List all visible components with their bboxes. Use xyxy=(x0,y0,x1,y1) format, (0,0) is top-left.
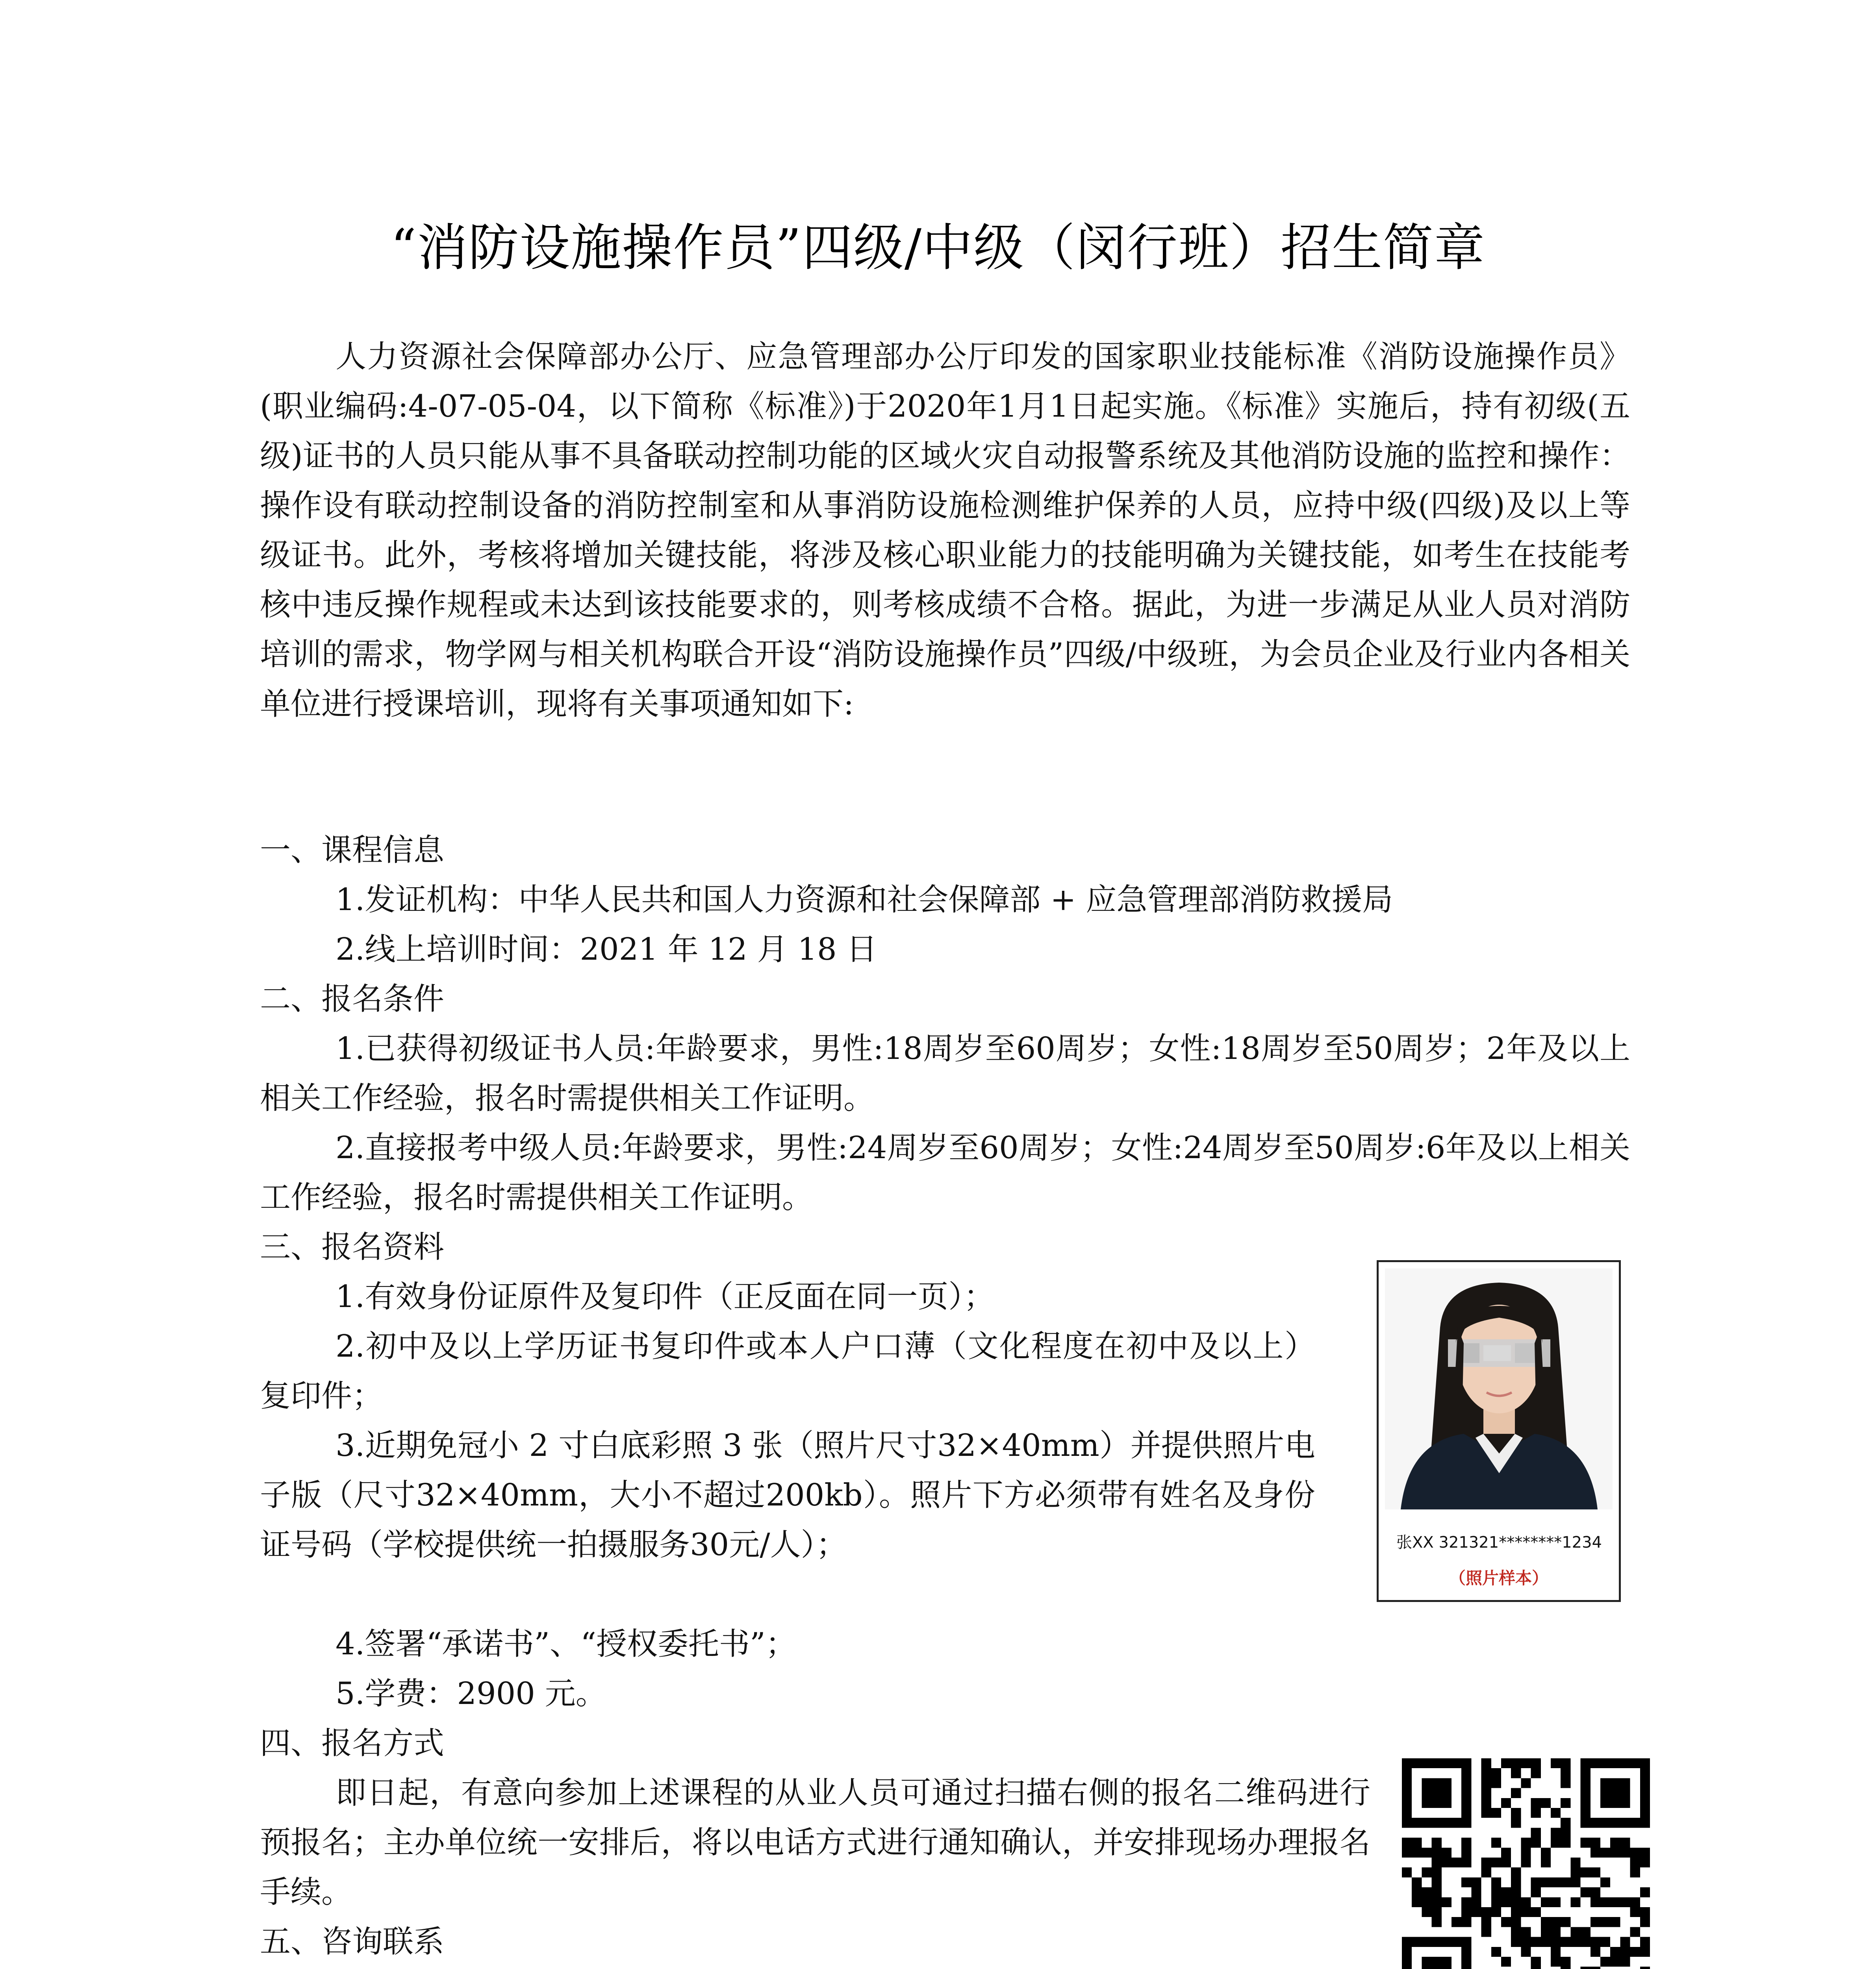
qr-module xyxy=(1491,1877,1501,1887)
qr-module xyxy=(1541,1927,1551,1937)
qr-module xyxy=(1481,1788,1491,1798)
qr-module xyxy=(1551,1828,1561,1837)
qr-module xyxy=(1491,1907,1501,1917)
qr-module xyxy=(1600,1937,1610,1947)
qr-module xyxy=(1412,1877,1422,1887)
qr-module xyxy=(1541,1917,1551,1927)
qr-module xyxy=(1620,1897,1630,1907)
qr-module xyxy=(1521,1838,1531,1848)
contact-1 xyxy=(336,1967,694,1969)
qr-module xyxy=(1551,1947,1561,1957)
qr-module xyxy=(1551,1808,1561,1818)
qr-module xyxy=(1491,1838,1501,1848)
qr-module xyxy=(1531,1758,1541,1768)
qr-module xyxy=(1591,1897,1600,1907)
section-heading-requirements: 二、报名条件 xyxy=(260,981,445,1017)
qr-module xyxy=(1521,1937,1531,1947)
section-heading-course-info: 一、课程信息 xyxy=(260,832,445,868)
qr-module xyxy=(1581,1937,1591,1947)
qr-module xyxy=(1442,1848,1451,1858)
qr-module xyxy=(1531,1907,1541,1917)
qr-module xyxy=(1591,1848,1600,1858)
qr-module xyxy=(1591,1947,1600,1957)
qr-module xyxy=(1581,1967,1591,1969)
qr-module xyxy=(1531,1877,1541,1887)
qr-module xyxy=(1422,1887,1431,1897)
qr-module xyxy=(1491,1808,1501,1818)
qr-module xyxy=(1511,1768,1521,1778)
qr-module xyxy=(1561,1798,1570,1808)
qr-module xyxy=(1581,1927,1591,1937)
qr-module xyxy=(1481,1808,1491,1818)
qr-module xyxy=(1600,1778,1630,1808)
photo-id-caption: 张XX 321321********1234 xyxy=(1396,1533,1602,1552)
material-item-4: 4.签署“承诺书”、“授权委托书”； xyxy=(336,1626,796,1662)
qr-module xyxy=(1511,1808,1521,1818)
qr-module xyxy=(1620,1957,1630,1967)
qr-module xyxy=(1501,1897,1511,1907)
material-item-3: 3.近期免冠小 2 寸白底彩照 3 张（照片尺寸32×40mm）并提供照片电子版（尺寸32×40mm，大小不超过200kb）。照片下方必须带有姓名及身份证号码（学校提供统一拍摄服务30元/人）； xyxy=(260,1428,1315,1563)
qr-module xyxy=(1432,1887,1442,1897)
qr-module xyxy=(1541,1897,1551,1907)
qr-module xyxy=(1561,1778,1570,1788)
qr-module xyxy=(1481,1768,1491,1778)
qr-module xyxy=(1501,1917,1511,1927)
qr-module xyxy=(1451,1858,1461,1867)
qr-module xyxy=(1451,1917,1461,1927)
qr-module xyxy=(1531,1808,1541,1818)
qr-module xyxy=(1600,1957,1610,1967)
qr-module xyxy=(1432,1877,1442,1887)
qr-module xyxy=(1591,1838,1600,1848)
qr-module xyxy=(1501,1957,1511,1967)
qr-module xyxy=(1461,1838,1471,1848)
qr-module xyxy=(1461,1858,1471,1867)
qr-module xyxy=(1521,1927,1531,1937)
qr-module xyxy=(1511,1887,1521,1897)
qr-module xyxy=(1541,1858,1551,1867)
material-item-2: 2.初中及以上学历证书复印件或本人户口薄（文化程度在初中及以上）复印件； xyxy=(260,1329,1315,1414)
qr-module xyxy=(1481,1917,1491,1927)
qr-module xyxy=(1610,1917,1620,1927)
sample-photo-card xyxy=(1377,1260,1621,1602)
qr-module xyxy=(1412,1848,1422,1858)
qr-module xyxy=(1620,1848,1630,1858)
qr-module xyxy=(1551,1758,1561,1768)
qr-module xyxy=(1581,1838,1591,1848)
qr-module xyxy=(1561,1917,1570,1927)
qr-module xyxy=(1461,1907,1471,1917)
qr-module xyxy=(1422,1848,1431,1858)
qr-module xyxy=(1561,1818,1570,1828)
qr-module xyxy=(1412,1887,1422,1897)
qr-module xyxy=(1630,1947,1640,1957)
qr-module xyxy=(1521,1858,1531,1867)
qr-module xyxy=(1442,1897,1451,1907)
qr-module xyxy=(1521,1778,1531,1788)
qr-module xyxy=(1481,1867,1491,1877)
qr-module xyxy=(1531,1828,1541,1837)
qr-module xyxy=(1591,1867,1600,1877)
qr-module xyxy=(1511,1897,1521,1907)
qr-module xyxy=(1521,1947,1531,1957)
qr-module xyxy=(1581,1867,1591,1877)
qr-module xyxy=(1561,1828,1570,1837)
section-heading-materials: 三、报名资料 xyxy=(260,1229,445,1265)
qr-module xyxy=(1402,1848,1412,1858)
qr-module xyxy=(1471,1887,1481,1897)
qr-module xyxy=(1561,1758,1570,1768)
qr-module xyxy=(1412,1897,1422,1907)
qr-module xyxy=(1640,1947,1650,1957)
qr-module xyxy=(1531,1887,1541,1897)
qr-module xyxy=(1640,1967,1650,1969)
qr-module xyxy=(1531,1768,1541,1778)
qr-module xyxy=(1432,1867,1442,1877)
qr-module xyxy=(1551,1877,1561,1887)
qr-module xyxy=(1471,1907,1481,1917)
qr-module xyxy=(1610,1957,1620,1967)
qr-module xyxy=(1630,1897,1640,1907)
qr-module xyxy=(1471,1897,1481,1907)
qr-module xyxy=(1591,1967,1600,1969)
qr-module xyxy=(1541,1937,1551,1947)
qr-module xyxy=(1610,1897,1620,1907)
page-title: “消防设施操作员”四级/中级（闵行班）招生简章 xyxy=(390,219,1485,277)
qr-module xyxy=(1561,1937,1570,1947)
qr-module xyxy=(1422,1957,1451,1969)
qr-module xyxy=(1481,1907,1491,1917)
qr-module xyxy=(1412,1838,1422,1848)
qr-module xyxy=(1521,1848,1531,1858)
qr-module xyxy=(1491,1897,1501,1907)
section-heading-contact: 五、咨询联系 xyxy=(260,1924,445,1960)
requirement-item-1: 1.已获得初级证书人员:年龄要求，男性:18周岁至60周岁；女性:18周岁至50周岁；2年及以上相关工作经验，报名时需提供相关工作证明。 xyxy=(260,1031,1630,1116)
qr-module xyxy=(1531,1838,1541,1848)
qr-module xyxy=(1481,1858,1491,1867)
qr-module xyxy=(1432,1838,1442,1848)
qr-module xyxy=(1511,1927,1521,1937)
material-item-5: 5.学费：2900 元。 xyxy=(336,1676,606,1711)
qr-module xyxy=(1511,1937,1521,1947)
qr-module xyxy=(1511,1917,1521,1927)
qr-module xyxy=(1640,1937,1650,1947)
qr-module xyxy=(1531,1957,1541,1967)
qr-module xyxy=(1461,1917,1471,1927)
qr-module xyxy=(1511,1818,1521,1828)
qr-module xyxy=(1501,1848,1511,1858)
qr-module xyxy=(1630,1927,1640,1937)
qr-module xyxy=(1630,1848,1640,1858)
qr-module xyxy=(1570,1897,1580,1907)
qr-module xyxy=(1570,1867,1580,1877)
qr-module xyxy=(1551,1937,1561,1947)
qr-module xyxy=(1501,1858,1511,1867)
qr-module xyxy=(1402,1838,1412,1848)
qr-module xyxy=(1640,1907,1650,1917)
qr-module xyxy=(1402,1867,1412,1877)
intro-paragraph: 人力资源社会保障部办公厅、应急管理部办公厅印发的国家职业技能标准《消防设施操作员》(职业编码:4-07-05-04，以下简称《标准》)于2020年1月1日起实施。《标准》实施后，持有初级(五级)证书的人员只能从事不具备联动控制功能的区域火灾自动报警系统及其他消防设施的监控和操作：操作设有联动控制设备的消防控制室和从事消防设施检测维护保养的人员，应持中级(四级)及以上等级证书。此外，考核将增加关键技能，将涉及核心职业能力的技能明确为关键技能，如考生在技能考核中违反操作规程或未达到该技能要求的，则考核成绩不合格。据此，为进一步满足从业人员对消防培训的需求，物学网与相关机构联合开设“消防设施操作员”四级/中级班，为会员企业及行业内各相关单位进行授课培训，现将有关事项通知如下: xyxy=(260,339,1630,722)
qr-module xyxy=(1511,1867,1521,1877)
qr-module xyxy=(1491,1778,1501,1788)
registration-qr-code[interactable] xyxy=(1402,1758,1650,1969)
qr-module xyxy=(1551,1838,1561,1848)
qr-module xyxy=(1442,1858,1451,1867)
qr-module xyxy=(1541,1848,1551,1858)
qr-module xyxy=(1610,1838,1620,1848)
qr-module xyxy=(1561,1967,1570,1969)
qr-module xyxy=(1501,1758,1511,1768)
qr-module xyxy=(1620,1947,1630,1957)
qr-module xyxy=(1521,1907,1531,1917)
material-item-1: 1.有效身份证原件及复印件（正反面在同一页）； xyxy=(336,1279,995,1315)
qr-module xyxy=(1491,1858,1501,1867)
qr-module xyxy=(1422,1867,1431,1877)
qr-module xyxy=(1461,1897,1471,1907)
qr-module xyxy=(1501,1887,1511,1897)
qr-module xyxy=(1432,1907,1442,1917)
qr-module xyxy=(1591,1917,1600,1927)
requirement-item-2: 2.直接报考中级人员:年龄要求，男性:24周岁至60周岁；女性:24周岁至50周岁:6年及以上相关工作经验，报名时需提供相关工作证明。 xyxy=(260,1130,1630,1215)
qr-module xyxy=(1422,1897,1431,1907)
qr-module xyxy=(1570,1937,1580,1947)
qr-module xyxy=(1461,1848,1471,1858)
qr-module xyxy=(1630,1907,1640,1917)
qr-module xyxy=(1551,1957,1561,1967)
course-issuer: 1.发证机构：中华人民共和国人力资源和社会保障部 + 应急管理部消防救援局 xyxy=(336,882,1393,918)
qr-module xyxy=(1640,1848,1650,1858)
qr-module xyxy=(1501,1798,1511,1808)
qr-module xyxy=(1610,1947,1620,1957)
qr-module xyxy=(1541,1877,1551,1887)
qr-module xyxy=(1491,1768,1501,1778)
qr-module xyxy=(1422,1907,1431,1917)
section-heading-registration: 四、报名方式 xyxy=(260,1726,445,1761)
qr-module xyxy=(1481,1778,1491,1788)
qr-module xyxy=(1630,1867,1640,1877)
qr-module xyxy=(1541,1798,1551,1808)
qr-module xyxy=(1620,1838,1630,1848)
qr-module xyxy=(1561,1768,1570,1778)
qr-module xyxy=(1610,1848,1620,1858)
qr-module xyxy=(1570,1927,1580,1937)
qr-module xyxy=(1600,1877,1610,1887)
qr-module xyxy=(1432,1897,1442,1907)
qr-module xyxy=(1640,1858,1650,1867)
qr-module xyxy=(1481,1758,1491,1768)
qr-module xyxy=(1551,1927,1561,1937)
qr-module xyxy=(1531,1798,1541,1808)
qr-module xyxy=(1600,1917,1610,1927)
sample-portrait-image xyxy=(1385,1268,1613,1509)
qr-module xyxy=(1620,1937,1630,1947)
qr-module xyxy=(1600,1897,1610,1907)
qr-module xyxy=(1422,1778,1451,1808)
qr-module xyxy=(1481,1927,1491,1937)
qr-module xyxy=(1551,1897,1561,1907)
qr-module xyxy=(1591,1937,1600,1947)
qr-module xyxy=(1630,1858,1640,1867)
qr-module xyxy=(1581,1887,1591,1897)
qr-module xyxy=(1551,1917,1561,1927)
photo-sample-caption: （照片样本） xyxy=(1449,1569,1548,1588)
qr-module xyxy=(1570,1858,1580,1867)
qr-module xyxy=(1461,1877,1471,1887)
qr-module xyxy=(1640,1917,1650,1927)
qr-module xyxy=(1491,1887,1501,1897)
qr-module xyxy=(1432,1848,1442,1858)
qr-module xyxy=(1491,1947,1501,1957)
qr-module xyxy=(1640,1887,1650,1897)
qr-module xyxy=(1521,1758,1531,1768)
qr-module xyxy=(1570,1877,1580,1887)
registration-method: 即日起，有意向参加上述课程的从业人员可通过扫描右侧的报名二维码进行预报名；主办单位统一安排后，将以电话方式进行通知确认，并安排现场办理报名手续。 xyxy=(260,1775,1370,1910)
qr-module xyxy=(1600,1848,1610,1858)
qr-module xyxy=(1432,1858,1442,1867)
course-training-date: 2.线上培训时间：2021 年 12 月 18 日 xyxy=(336,932,877,967)
qr-module xyxy=(1561,1957,1570,1967)
qr-module xyxy=(1511,1758,1521,1768)
qr-module xyxy=(1471,1877,1481,1887)
qr-module xyxy=(1511,1907,1521,1917)
qr-module xyxy=(1591,1887,1600,1897)
qr-module xyxy=(1432,1917,1442,1927)
qr-module xyxy=(1521,1897,1531,1907)
qr-module xyxy=(1561,1838,1570,1848)
qr-module xyxy=(1511,1877,1521,1887)
qr-module xyxy=(1561,1877,1570,1887)
qr-module xyxy=(1511,1788,1521,1798)
qr-module xyxy=(1481,1798,1491,1808)
qr-module xyxy=(1531,1937,1541,1947)
qr-module xyxy=(1531,1967,1541,1969)
